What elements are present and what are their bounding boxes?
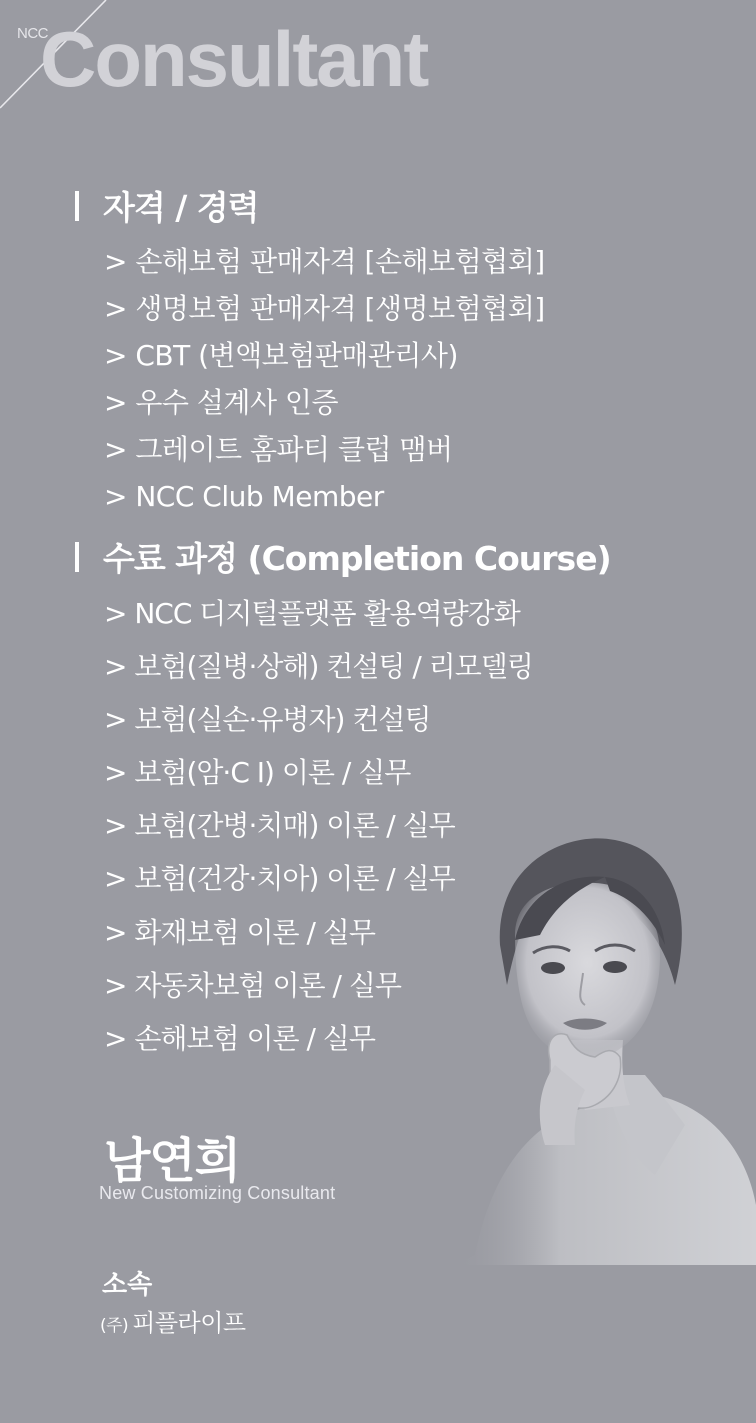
section-bar	[75, 542, 79, 572]
qualifications-list	[104, 238, 545, 520]
courses-heading-text: 수료 과정 (Completion Course)	[103, 539, 611, 578]
list-item: > 보험(실손·유병자) 컨설팅	[104, 703, 431, 737]
affiliation-prefix: (주)	[100, 1316, 129, 1336]
list-item: > 생명보험 판매자격 [생명보험협회]	[104, 292, 545, 325]
consultant-name: 남연희	[104, 1133, 241, 1189]
list-item: > 보험(간병·치매) 이론 / 실무	[104, 809, 455, 843]
list-item: > 우수 설계사 인증	[104, 386, 338, 419]
page-title: Consultant	[40, 15, 428, 103]
list-item: > 손해보험 이론 / 실무	[104, 1021, 375, 1055]
affiliation-label: 소속	[102, 1270, 153, 1300]
list-item: > 보험(질병·상해) 컨설팅 / 리모델링	[104, 650, 533, 684]
courses-heading	[75, 533, 611, 580]
affiliation-company: 피플라이프	[132, 1309, 246, 1337]
list-item: > 자동차보험 이론 / 실무	[104, 968, 401, 1002]
affiliation-value	[100, 1303, 246, 1338]
list-item: > NCC Club Member	[104, 480, 384, 513]
qualifications-heading	[75, 182, 259, 229]
section-bar	[75, 191, 79, 221]
list-item: > 손해보험 판매자격 [손해보험협회]	[104, 245, 545, 278]
list-item: > 화재보험 이론 / 실무	[104, 915, 375, 949]
list-item: > NCC 디지털플랫폼 활용역량강화	[104, 597, 520, 630]
list-item: > CBT (변액보험판매관리사)	[104, 339, 458, 372]
list-item: > 보험(건강·치아) 이론 / 실무	[104, 862, 455, 896]
brand-label: NCC	[17, 25, 48, 42]
consultant-portrait-icon	[455, 825, 756, 1265]
consultant-subtitle: New Customizing Consultant	[99, 1183, 336, 1203]
list-item: > 보험(암·C I) 이론 / 실무	[104, 756, 411, 790]
list-item: > 그레이트 홈파티 클럽 맴버	[104, 433, 453, 466]
qualifications-heading-text: 자격 / 경력	[103, 188, 259, 227]
